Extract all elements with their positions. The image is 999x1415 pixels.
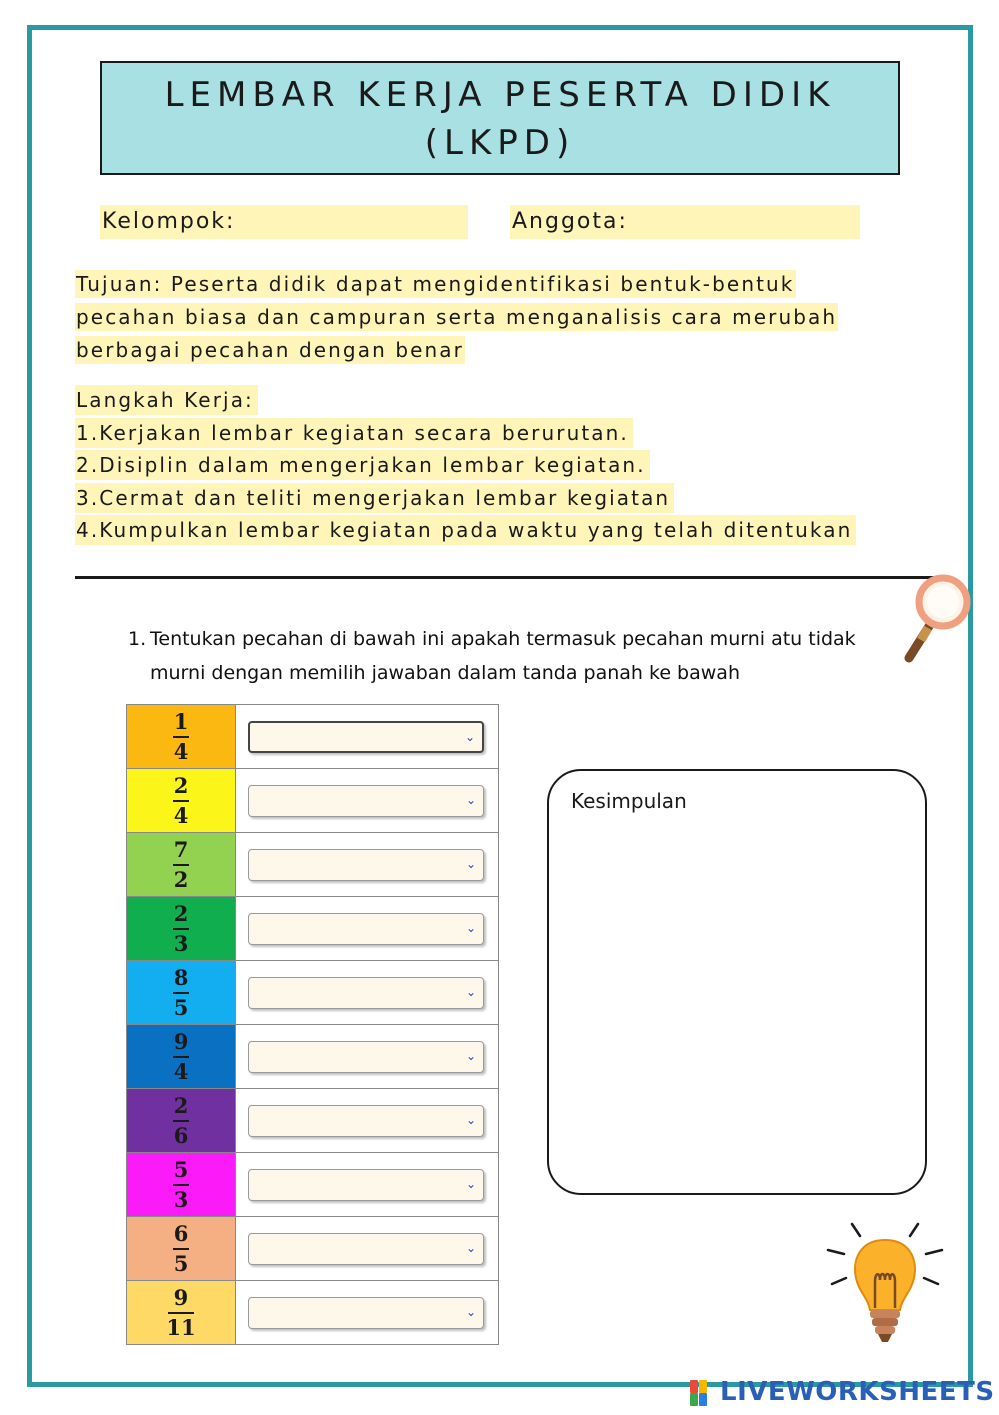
fraction-row <box>127 961 499 1025</box>
answer-dropdown[interactable] <box>248 1041 484 1073</box>
fraction-bar <box>173 1184 189 1186</box>
fraction-denominator: 3 <box>173 930 189 956</box>
brand-name: LIVEWORKSHEETS <box>720 1377 995 1407</box>
answer-cell <box>236 961 499 1025</box>
question-number: 1. <box>128 628 147 650</box>
answer-cell <box>236 705 499 769</box>
fraction-numerator: 9 <box>173 1284 189 1310</box>
langkah-heading: Langkah Kerja: <box>75 385 258 415</box>
fraction <box>173 900 189 956</box>
fraction-numerator: 2 <box>173 772 189 798</box>
question-line: murni dengan memilih jawaban dalam tanda panah ke bawah <box>150 662 740 684</box>
fraction <box>173 836 189 892</box>
fraction-row <box>127 1025 499 1089</box>
fraction-denominator: 6 <box>173 1122 189 1148</box>
answer-cell <box>236 769 499 833</box>
fraction-cell <box>127 1025 236 1089</box>
answer-cell <box>236 1025 499 1089</box>
fraction-row <box>127 769 499 833</box>
fraction-denominator: 5 <box>173 1250 189 1276</box>
fraction-cell <box>127 1089 236 1153</box>
fraction-denominator: 4 <box>173 738 189 764</box>
fraction-bar <box>173 1120 189 1122</box>
fraction <box>173 1028 189 1084</box>
fraction-denominator: 11 <box>166 1314 196 1340</box>
fraction-numerator: 6 <box>173 1220 189 1246</box>
chevron-down-icon[interactable]: ⌄ <box>465 984 476 999</box>
fraction-bar <box>173 864 189 866</box>
answer-cell <box>236 1153 499 1217</box>
divider <box>75 576 935 579</box>
answer-cell <box>236 1089 499 1153</box>
fraction-denominator: 5 <box>173 994 189 1020</box>
fraction-cell <box>127 769 236 833</box>
fraction-bar <box>173 736 189 738</box>
fraction-row <box>127 833 499 897</box>
fraction-row <box>127 1089 499 1153</box>
answer-dropdown[interactable] <box>248 849 484 881</box>
fraction-denominator: 2 <box>173 866 189 892</box>
langkah-step: 1.Kerjakan lembar kegiatan secara berurutan. <box>75 418 633 448</box>
chevron-down-icon[interactable]: ⌄ <box>465 1304 476 1319</box>
fraction <box>173 964 189 1020</box>
answer-dropdown[interactable] <box>248 977 484 1009</box>
liveworksheets-logo-icon <box>690 1378 718 1406</box>
fraction-bar <box>173 800 189 802</box>
fraction <box>166 1284 196 1340</box>
answer-dropdown[interactable] <box>248 1105 484 1137</box>
tujuan-line: berbagai pecahan dengan benar <box>76 338 464 362</box>
chevron-down-icon[interactable]: ⌄ <box>465 1176 476 1191</box>
page-subtitle: (LKPD) <box>424 123 576 163</box>
fraction <box>173 1092 189 1148</box>
chevron-down-icon[interactable]: ⌄ <box>465 792 476 807</box>
langkah-step: 2.Disiplin dalam mengerjakan lembar kegiatan. <box>75 450 650 480</box>
fraction-denominator: 3 <box>173 1186 189 1212</box>
fraction-numerator: 2 <box>173 1092 189 1118</box>
brand <box>690 1373 995 1411</box>
fraction-numerator: 8 <box>173 964 189 990</box>
fraction <box>173 1156 189 1212</box>
answer-dropdown[interactable] <box>248 1169 484 1201</box>
chevron-down-icon[interactable]: ⌄ <box>464 729 475 744</box>
answer-dropdown[interactable] <box>248 721 484 753</box>
question-text <box>128 622 858 690</box>
fraction-bar <box>173 928 189 930</box>
question-line: Tentukan pecahan di bawah ini apakah termasuk pecahan murni atu tidak <box>150 628 856 650</box>
fraction-bar <box>173 992 189 994</box>
fraction-table <box>126 704 499 1345</box>
lightbulb-icon <box>820 1210 950 1360</box>
title-box <box>100 61 900 175</box>
anggota-field: Anggota: <box>510 205 860 239</box>
fraction-cell <box>127 705 236 769</box>
kelompok-field: Kelompok: <box>100 205 468 239</box>
answer-cell <box>236 833 499 897</box>
fraction-numerator: 9 <box>173 1028 189 1054</box>
fraction-row <box>127 897 499 961</box>
fraction-bar <box>173 1248 189 1250</box>
langkah-kerja <box>75 384 955 547</box>
answer-dropdown[interactable] <box>248 1233 484 1265</box>
answer-dropdown[interactable] <box>248 1297 484 1329</box>
tujuan-line: Tujuan: Peserta didik dapat mengidentifikasi bentuk-bentuk <box>76 272 795 296</box>
fraction-row <box>127 1153 499 1217</box>
answer-dropdown[interactable] <box>248 913 484 945</box>
fraction-cell <box>127 1153 236 1217</box>
fraction <box>173 708 189 764</box>
answer-dropdown[interactable] <box>248 785 484 817</box>
fraction-row <box>127 705 499 769</box>
question-1 <box>128 622 858 690</box>
chevron-down-icon[interactable]: ⌄ <box>465 856 476 871</box>
fraction-row <box>127 1217 499 1281</box>
fraction <box>173 1220 189 1276</box>
fraction-bar <box>173 1056 189 1058</box>
page-title: LEMBAR KERJA PESERTA DIDIK <box>164 75 836 115</box>
tujuan-line: pecahan biasa dan campuran serta menganalisis cara merubah <box>76 305 838 329</box>
langkah-step: 4.Kumpulkan lembar kegiatan pada waktu yang telah ditentukan <box>75 515 856 545</box>
tujuan-paragraph <box>75 268 935 367</box>
fraction-numerator: 1 <box>173 708 189 734</box>
chevron-down-icon[interactable]: ⌄ <box>465 920 476 935</box>
fraction-cell <box>127 1217 236 1281</box>
answer-cell <box>236 1281 499 1345</box>
fraction-denominator: 4 <box>173 802 189 828</box>
answer-cell <box>236 1217 499 1281</box>
fraction <box>173 772 189 828</box>
chevron-down-icon[interactable]: ⌄ <box>465 1048 476 1063</box>
fraction-numerator: 5 <box>173 1156 189 1182</box>
fraction-denominator: 4 <box>173 1058 189 1084</box>
fraction-bar <box>168 1312 194 1314</box>
fraction-cell <box>127 1281 236 1345</box>
kesimpulan-box[interactable] <box>547 769 927 1195</box>
fraction-cell <box>127 833 236 897</box>
kesimpulan-label: Kesimpulan <box>571 789 687 813</box>
answer-cell <box>236 897 499 961</box>
fraction-cell <box>127 897 236 961</box>
fraction-row <box>127 1281 499 1345</box>
langkah-step: 3.Cermat dan teliti mengerjakan lembar kegiatan <box>75 483 674 513</box>
fraction-cell <box>127 961 236 1025</box>
fraction-numerator: 2 <box>173 900 189 926</box>
magnifier-icon <box>895 570 975 670</box>
chevron-down-icon[interactable]: ⌄ <box>465 1112 476 1127</box>
chevron-down-icon[interactable]: ⌄ <box>465 1240 476 1255</box>
fraction-numerator: 7 <box>173 836 189 862</box>
